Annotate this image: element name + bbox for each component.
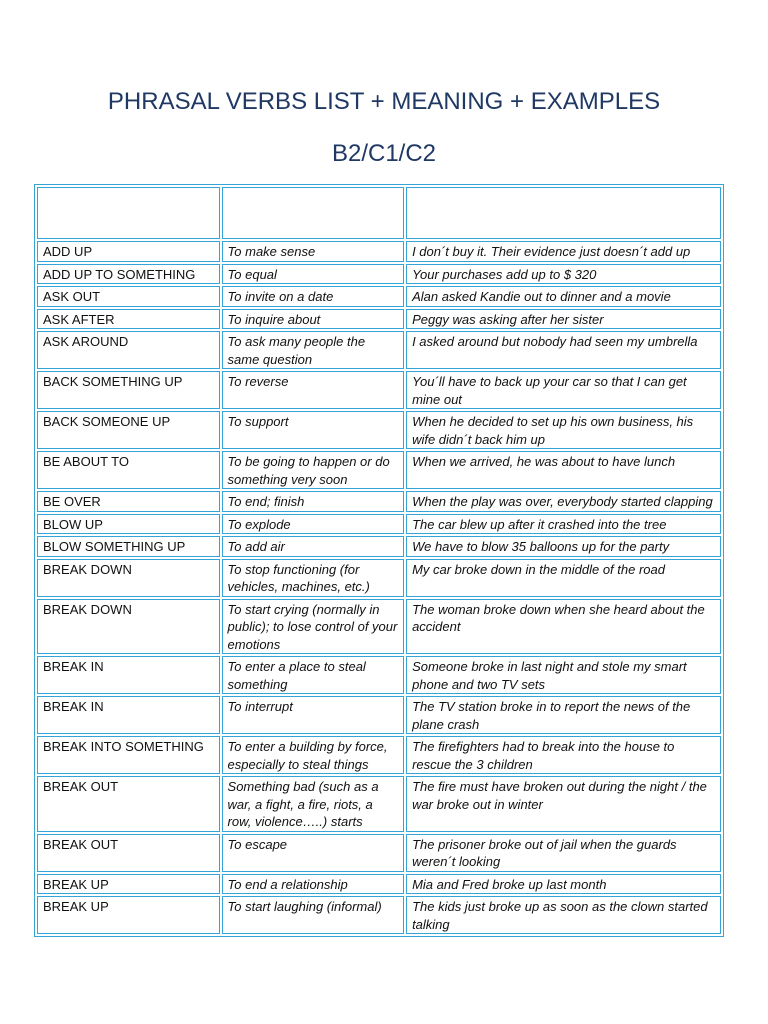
example-cell: The car blew up after it crashed into the tree xyxy=(406,514,721,535)
meaning-cell: Something bad (such as a war, a fight, a fire, riots, a row, violence…..) starts xyxy=(222,776,405,832)
table-row xyxy=(37,559,721,597)
table-row xyxy=(37,286,721,307)
verb-cell: BACK SOMEONE UP xyxy=(37,411,220,449)
verb-cell: ADD UP TO SOMETHING xyxy=(37,264,220,285)
meaning-cell: To inquire about xyxy=(222,309,405,330)
example-cell: Peggy was asking after her sister xyxy=(406,309,721,330)
example-cell: You´ll have to back up your car so that I can get mine out xyxy=(406,371,721,409)
example-cell: When he decided to set up his own business, his wife didn´t back him up xyxy=(406,411,721,449)
document-title: PHRASAL VERBS LIST + MEANING + EXAMPLES xyxy=(107,88,661,115)
meaning-cell: To stop functioning (for vehicles, machines, etc.) xyxy=(222,559,405,597)
table-row xyxy=(37,696,721,734)
table-row xyxy=(37,331,721,369)
header-cell xyxy=(222,187,405,239)
meaning-cell: To enter a building by force, especially to steal things xyxy=(222,736,405,774)
meaning-cell: To be going to happen or do something very soon xyxy=(222,451,405,489)
meaning-cell: To start crying (normally in public); to lose control of your emotions xyxy=(222,599,405,655)
verb-cell: BACK SOMETHING UP xyxy=(37,371,220,409)
header-cell xyxy=(406,187,721,239)
table-row xyxy=(37,834,721,872)
meaning-cell: To end a relationship xyxy=(222,874,405,895)
table-row xyxy=(37,599,721,655)
verb-cell: BE ABOUT TO xyxy=(37,451,220,489)
table-row xyxy=(37,371,721,409)
verb-cell: BREAK UP xyxy=(37,874,220,895)
example-cell: The woman broke down when she heard about the accident xyxy=(406,599,721,655)
example-cell: Alan asked Kandie out to dinner and a movie xyxy=(406,286,721,307)
table-row xyxy=(37,491,721,512)
meaning-cell: To enter a place to steal something xyxy=(222,656,405,694)
table-row xyxy=(37,874,721,895)
verb-cell: BLOW UP xyxy=(37,514,220,535)
example-cell: Mia and Fred broke up last month xyxy=(406,874,721,895)
example-cell: The fire must have broken out during the night / the war broke out in winter xyxy=(406,776,721,832)
table-row xyxy=(37,241,721,262)
example-cell: When we arrived, he was about to have lunch xyxy=(406,451,721,489)
table-row xyxy=(37,451,721,489)
table-row xyxy=(37,514,721,535)
verb-cell: BREAK OUT xyxy=(37,776,220,832)
table-header-row xyxy=(37,187,721,239)
example-cell: The prisoner broke out of jail when the guards weren´t looking xyxy=(406,834,721,872)
verb-cell: BLOW SOMETHING UP xyxy=(37,536,220,557)
example-cell: The TV station broke in to report the news of the plane crash xyxy=(406,696,721,734)
table-row xyxy=(37,656,721,694)
verb-cell: ASK AROUND xyxy=(37,331,220,369)
verb-cell: ASK OUT xyxy=(37,286,220,307)
table-row xyxy=(37,776,721,832)
verb-cell: BREAK DOWN xyxy=(37,599,220,655)
meaning-cell: To support xyxy=(222,411,405,449)
example-cell: I don´t buy it. Their evidence just doesn´t add up xyxy=(406,241,721,262)
example-cell: The kids just broke up as soon as the clown started talking xyxy=(406,896,721,934)
verb-cell: BREAK OUT xyxy=(37,834,220,872)
table-row xyxy=(37,411,721,449)
table-row xyxy=(37,736,721,774)
table-row xyxy=(37,309,721,330)
example-cell: We have to blow 35 balloons up for the party xyxy=(406,536,721,557)
verb-cell: BREAK IN xyxy=(37,656,220,694)
table-row xyxy=(37,896,721,934)
meaning-cell: To start laughing (informal) xyxy=(222,896,405,934)
phrasal-verbs-table xyxy=(34,184,724,937)
example-cell: Your purchases add up to $ 320 xyxy=(406,264,721,285)
example-cell: I asked around but nobody had seen my umbrella xyxy=(406,331,721,369)
header-cell xyxy=(37,187,220,239)
verb-cell: BREAK UP xyxy=(37,896,220,934)
verb-cell: BREAK IN xyxy=(37,696,220,734)
verb-cell: BREAK INTO SOMETHING xyxy=(37,736,220,774)
verb-cell: ADD UP xyxy=(37,241,220,262)
meaning-cell: To ask many people the same question xyxy=(222,331,405,369)
verb-cell: ASK AFTER xyxy=(37,309,220,330)
example-cell: The firefighters had to break into the house to rescue the 3 children xyxy=(406,736,721,774)
verb-cell: BE OVER xyxy=(37,491,220,512)
document-subtitle: B2/C1/C2 xyxy=(331,140,437,167)
meaning-cell: To end; finish xyxy=(222,491,405,512)
meaning-cell: To explode xyxy=(222,514,405,535)
example-cell: When the play was over, everybody started clapping xyxy=(406,491,721,512)
verb-cell: BREAK DOWN xyxy=(37,559,220,597)
example-cell: Someone broke in last night and stole my smart phone and two TV sets xyxy=(406,656,721,694)
example-cell: My car broke down in the middle of the road xyxy=(406,559,721,597)
meaning-cell: To invite on a date xyxy=(222,286,405,307)
meaning-cell: To equal xyxy=(222,264,405,285)
meaning-cell: To add air xyxy=(222,536,405,557)
table-row xyxy=(37,536,721,557)
meaning-cell: To interrupt xyxy=(222,696,405,734)
meaning-cell: To reverse xyxy=(222,371,405,409)
meaning-cell: To escape xyxy=(222,834,405,872)
table-row xyxy=(37,264,721,285)
meaning-cell: To make sense xyxy=(222,241,405,262)
